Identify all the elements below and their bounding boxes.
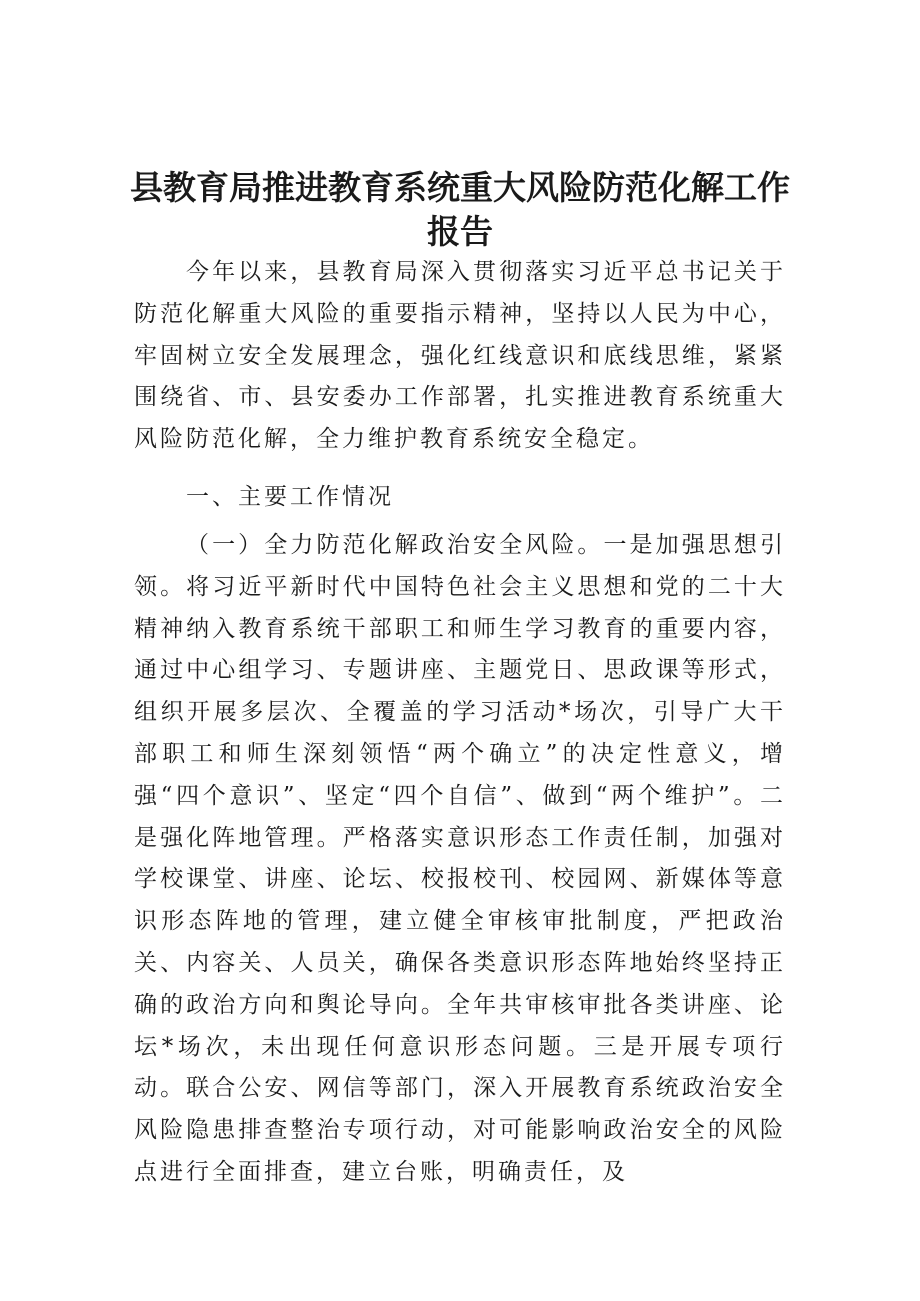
section-heading: 一、主要工作情况 (186, 484, 394, 510)
intro-paragraph: 今年以来，县教育局深入贯彻落实习近平总书记关于防范化解重大风险的重要指示精神，坚持以人民为中心，牢固树立安全发展理念，强化红线意识和底线思维，紧紧围绕省、市、县安委办工作部署，扎实推进教育系统重大风险防范化解，全力维护教育系统安全稳定。 (134, 259, 786, 453)
document-title-line-2: 报告 (427, 212, 493, 251)
document-title-line-1: 县教育局推进教育系统重大风险防范化解工作 (130, 168, 790, 207)
section-paragraph: （一）全力防范化解政治安全风险。一是加强思想引领。将习近平新时代中国特色社会主义思想和党的二十大精神纳入教育系统干部职工和师生学习教育的重要内容，通过中心组学习、专题讲座、主题党日、思政课等形式，组织开展多层次、全覆盖的学习活动*场次，引导广大干部职工和师生深刻领悟“两个确立”的决定性意义，增强“四个意识”、坚定“四个自信”、做到“两个维护”。二是强化阵地管理。严格落实意识形态工作责任制，加强对学校课堂、讲座、论坛、校报校刊、校园网、新媒体等意识形态阵地的管理，建立健全审核审批制度，严把政治关、内容关、人员关，确保各类意识形态阵地始终坚持正确的政治方向和舆论导向。全年共审核审批各类讲座、论坛*场次，未出现任何意识形态问题。三是开展专项行动。联合公安、网信等部门，深入开展教育系统政治安全风险隐患排查整治专项行动，对可能影响政治安全的风险点进行全面排查，建立台账，明确责任，及 (134, 532, 786, 1185)
